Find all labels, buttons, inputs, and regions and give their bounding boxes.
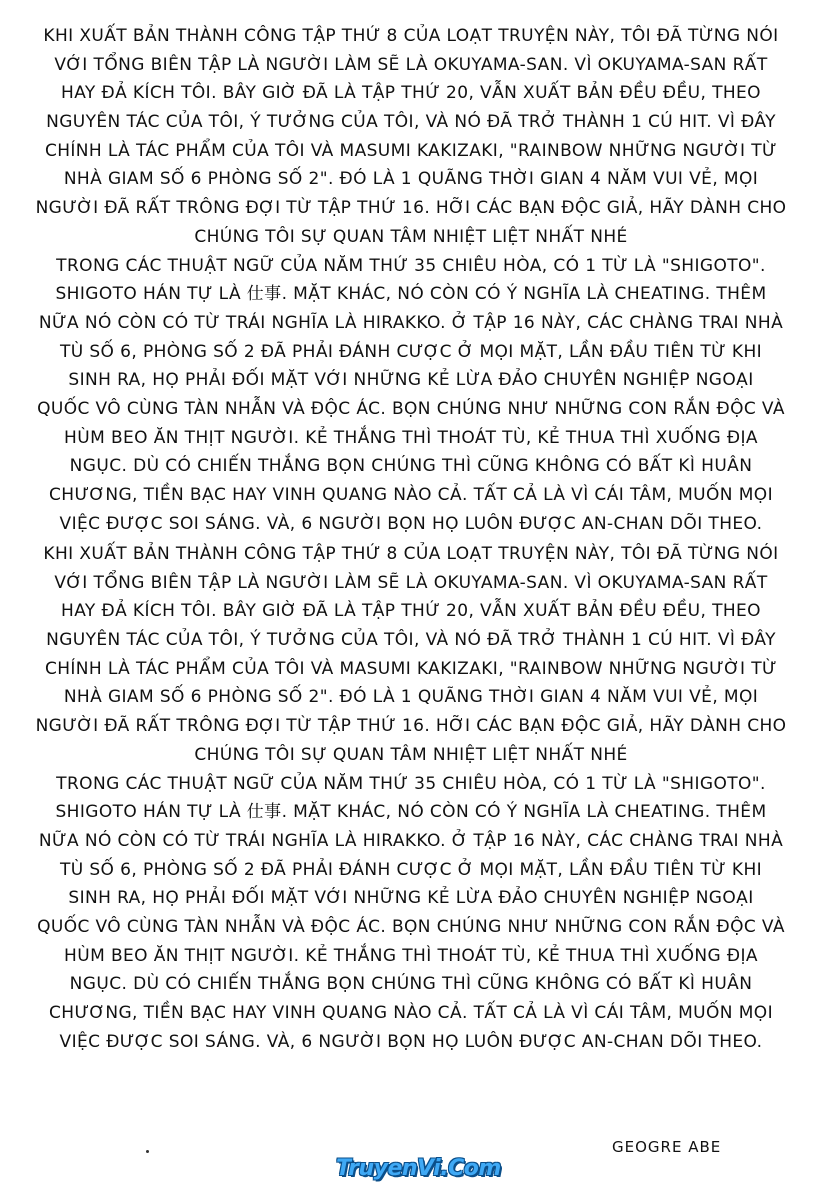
- note-line: CHÍNH LÀ TÁC PHẨM CỦA TÔI VÀ MASUMI KAKIZAKI, "RAINBOW NHỮNG NGƯỜI TỪ: [44, 140, 778, 161]
- note-line: HÙM BEO ĂN THỊT NGƯỜI. KẺ THẮNG THÌ THOÁT TÙ, KẺ THUA THÌ XUỐNG ĐỊA: [64, 945, 758, 966]
- note-line: NỮA NÓ CÒN CÓ TỪ TRÁI NGHĨA LÀ HIRAKKO. Ở TẬP 16 NÀY, CÁC CHÀNG TRAI NHÀ: [38, 830, 784, 851]
- site-logo: [336, 1152, 501, 1192]
- note-line: NGUYÊN TÁC CỦA TÔI, Ý TƯỞNG CỦA TÔI, VÀ NÓ ĐÃ TRỞ THÀNH 1 CÚ HIT. VÌ ĐÂY: [46, 112, 776, 133]
- speck-mark: [146, 1150, 149, 1153]
- note-line: KHI XUẤT BẢN THÀNH CÔNG TẬP THỨ 8 CỦA LOẠT TRUYỆN NÀY, TÔI ĐÃ TỪNG NÓI: [43, 26, 779, 46]
- note-line: QUỐC VÔ CÙNG TÀN NHẪN VÀ ĐỘC ÁC. BỌN CHÚNG NHƯ NHỮNG CON RẮN ĐỘC VÀ: [37, 916, 785, 937]
- note-line: SINH RA, HỌ PHẢI ĐỐI MẶT VỚI NHỮNG KẺ LỪA ĐẢO CHUYÊN NGHIỆP NGOẠI: [68, 888, 754, 909]
- note-line: TRONG CÁC THUẬT NGỮ CỦA NĂM THỨ 35 CHIÊU HÒA, CÓ 1 TỪ LÀ "SHIGOTO".: [56, 255, 766, 276]
- note-line: NGUYÊN TÁC CỦA TÔI, Ý TƯỞNG CỦA TÔI, VÀ NÓ ĐÃ TRỞ THÀNH 1 CÚ HIT. VÌ ĐÂY: [46, 630, 776, 651]
- note-line: TÙ SỐ 6, PHÒNG SỐ 2 ĐÃ PHẢI ĐÁNH CƯỢC Ở MỌI MẶT, LẦN ĐẦU TIÊN TỪ KHI: [59, 341, 763, 362]
- note-line: SHIGOTO HÁN TỰ LÀ 仕事. MẶT KHÁC, NÓ CÒN CÓ Ý NGHĨA LÀ CHEATING. THÊM: [55, 802, 767, 823]
- note-line: NHÀ GIAM SỐ 6 PHÒNG SỐ 2". ĐÓ LÀ 1 QUÃNG THỜI GIAN 4 NĂM VUI VẺ, MỌI: [63, 169, 759, 190]
- note-line: CHÍNH LÀ TÁC PHẨM CỦA TÔI VÀ MASUMI KAKIZAKI, "RAINBOW NHỮNG NGƯỜI TỪ: [44, 658, 778, 679]
- note-block-1: [28, 22, 794, 538]
- note-line: NGỤC. DÙ CÓ CHIẾN THẮNG BỌN CHÚNG THÌ CŨNG KHÔNG CÓ BẤT KÌ HUÂN: [69, 974, 753, 995]
- note-block-2: [28, 540, 794, 1056]
- site-logo-text: TruyenVi.Com: [336, 1156, 501, 1181]
- note-line: SINH RA, HỌ PHẢI ĐỐI MẶT VỚI NHỮNG KẺ LỪA ĐẢO CHUYÊN NGHIỆP NGOẠI: [68, 370, 754, 391]
- note-line: HAY ĐẢ KÍCH TÔI. BÂY GIỜ ĐÃ LÀ TẬP THỨ 20, VẪN XUẤT BẢN ĐỀU ĐỀU, THEO: [61, 83, 761, 104]
- note-line: SHIGOTO HÁN TỰ LÀ 仕事. MẶT KHÁC, NÓ CÒN CÓ Ý NGHĨA LÀ CHEATING. THÊM: [55, 284, 767, 305]
- note-line: KHI XUẤT BẢN THÀNH CÔNG TẬP THỨ 8 CỦA LOẠT TRUYỆN NÀY, TÔI ĐÃ TỪNG NÓI: [43, 544, 779, 564]
- note-line: VỚI TỔNG BIÊN TẬP LÀ NGƯỜI LÀM SẼ LÀ OKUYAMA-SAN. VÌ OKUYAMA-SAN RẤT: [54, 54, 768, 75]
- note-line: NGỤC. DÙ CÓ CHIẾN THẮNG BỌN CHÚNG THÌ CŨNG KHÔNG CÓ BẤT KÌ HUÂN: [69, 456, 753, 477]
- note-line: NỮA NÓ CÒN CÓ TỪ TRÁI NGHĨA LÀ HIRAKKO. Ở TẬP 16 NÀY, CÁC CHÀNG TRAI NHÀ: [38, 312, 784, 333]
- note-line: CHÚNG TÔI SỰ QUAN TÂM NHIỆT LIỆT NHẤT NHÉ: [194, 226, 628, 247]
- note-line: VIỆC ĐƯỢC SOI SÁNG. VÀ, 6 NGƯỜI BỌN HỌ LUÔN ĐƯỢC AN-CHAN DÕI THEO.: [59, 513, 763, 534]
- note-line: QUỐC VÔ CÙNG TÀN NHẪN VÀ ĐỘC ÁC. BỌN CHÚNG NHƯ NHỮNG CON RẮN ĐỘC VÀ: [37, 398, 785, 419]
- note-line: HAY ĐẢ KÍCH TÔI. BÂY GIỜ ĐÃ LÀ TẬP THỨ 20, VẪN XUẤT BẢN ĐỀU ĐỀU, THEO: [61, 601, 761, 622]
- author-signature: GEOGRE ABE: [612, 1138, 722, 1156]
- note-line: CHƯƠNG, TIỀN BẠC HAY VINH QUANG NÀO CẢ. TẤT CẢ LÀ VÌ CÁI TÂM, MUỐN MỌI: [48, 1003, 773, 1023]
- note-line: HÙM BEO ĂN THỊT NGƯỜI. KẺ THẮNG THÌ THOÁT TÙ, KẺ THUA THÌ XUỐNG ĐỊA: [64, 427, 758, 448]
- note-line: VIỆC ĐƯỢC SOI SÁNG. VÀ, 6 NGƯỜI BỌN HỌ LUÔN ĐƯỢC AN-CHAN DÕI THEO.: [59, 1031, 763, 1052]
- note-line: NHÀ GIAM SỐ 6 PHÒNG SỐ 2". ĐÓ LÀ 1 QUÃNG THỜI GIAN 4 NĂM VUI VẺ, MỌI: [63, 687, 759, 708]
- note-line: CHÚNG TÔI SỰ QUAN TÂM NHIỆT LIỆT NHẤT NHÉ: [194, 744, 628, 765]
- note-line: VỚI TỔNG BIÊN TẬP LÀ NGƯỜI LÀM SẼ LÀ OKUYAMA-SAN. VÌ OKUYAMA-SAN RẤT: [54, 572, 768, 593]
- note-line: NGƯỜI ĐÃ RẤT TRÔNG ĐỢI TỪ TẬP THỨ 16. HỠI CÁC BẠN ĐỘC GIẢ, HÃY DÀNH CHO: [35, 198, 787, 219]
- note-line: TÙ SỐ 6, PHÒNG SỐ 2 ĐÃ PHẢI ĐÁNH CƯỢC Ở MỌI MẶT, LẦN ĐẦU TIÊN TỪ KHI: [59, 859, 763, 880]
- note-line: CHƯƠNG, TIỀN BẠC HAY VINH QUANG NÀO CẢ. TẤT CẢ LÀ VÌ CÁI TÂM, MUỐN MỌI: [48, 485, 773, 505]
- note-line: NGƯỜI ĐÃ RẤT TRÔNG ĐỢI TỪ TẬP THỨ 16. HỠI CÁC BẠN ĐỘC GIẢ, HÃY DÀNH CHO: [35, 716, 787, 737]
- note-line: TRONG CÁC THUẬT NGỮ CỦA NĂM THỨ 35 CHIÊU HÒA, CÓ 1 TỪ LÀ "SHIGOTO".: [56, 773, 766, 794]
